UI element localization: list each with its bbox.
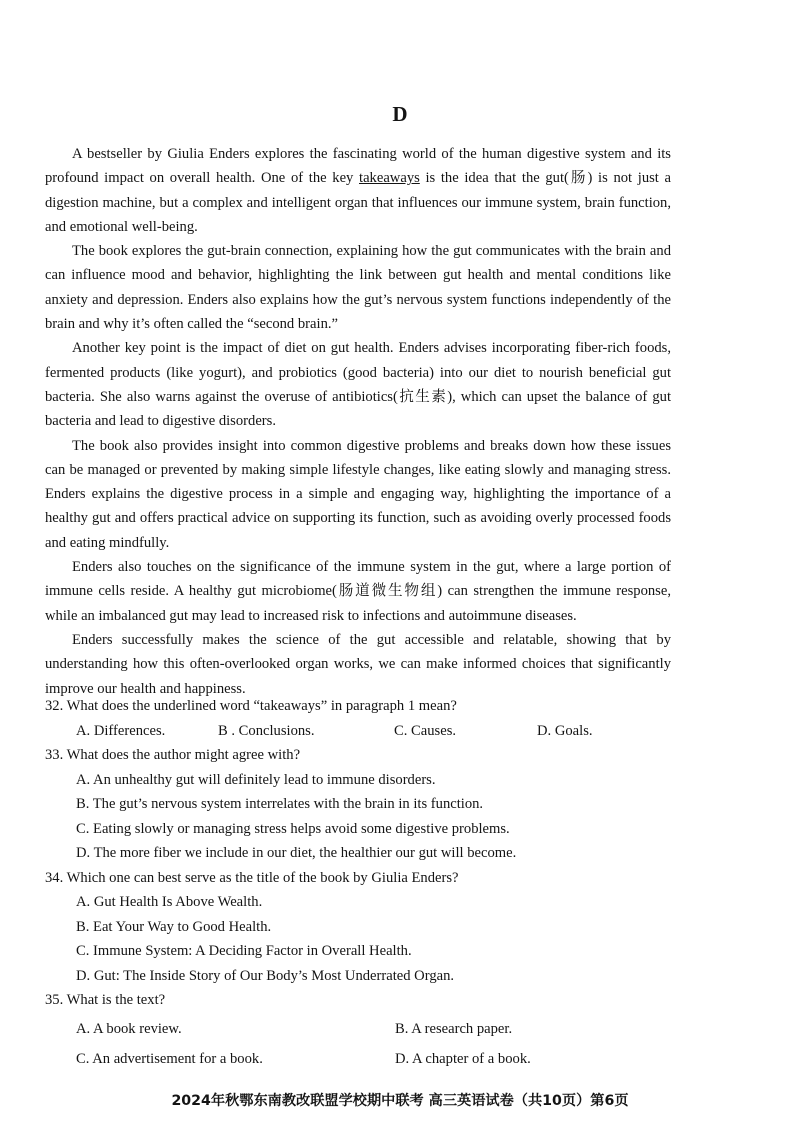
option-34-b: B. Eat Your Way to Good Health. (76, 918, 272, 935)
question-32-options (45, 719, 671, 744)
underlined-word: takeaways (359, 170, 420, 187)
paragraph-1 (45, 142, 671, 239)
option-34-d: D. Gut: The Inside Story of Our Body’s Most Underrated Organ. (76, 967, 455, 984)
question-35 (45, 988, 671, 1073)
option-32-b: B . Conclusions. (218, 722, 315, 739)
option-35-b: B. A research paper. (395, 1020, 513, 1037)
question-34-stem: 34. Which one can best serve as the title of the book by Giulia Enders? (45, 869, 459, 886)
option-35-d: D. A chapter of a book. (395, 1050, 531, 1067)
question-34 (45, 866, 671, 989)
option-34-c: C. Immune System: A Deciding Factor in Overall Health. (76, 943, 412, 959)
option-32-c: C. Causes. (394, 722, 457, 739)
question-32-stem: 32. What does the underlined word “takeaways” in paragraph 1 mean? (45, 698, 457, 714)
question-block (45, 694, 671, 1073)
option-35-c: C. An advertisement for a book. (76, 1050, 263, 1067)
paragraph-1-end: is the idea that the gut(肠) is not just a digestion machine, but a complex and intelligent organ that influences our immune system, brain function, and emotional well-being. (45, 170, 671, 235)
page-footer: 2024年秋鄂东南教改联盟学校期中联考 高三英语试卷（共10页）第6页 (171, 1093, 629, 1109)
option-33-d: D. The more fiber we include in our diet, the healthier our gut will become. (76, 845, 517, 861)
question-35-stem: 35. What is the text? (45, 992, 166, 1008)
option-33-a: A. An unhealthy gut will definitely lead to immune disorders. (76, 771, 436, 788)
paragraph-4: The book also provides insight into common digestive problems and breaks down how these issues can be managed or prevented by making simple lifestyle changes, like eating slowly and managing stress. Enders explains the digestive process in a simple and engaging way, highlighting the importance of a healthy gut and offers practical advice on supporting its function, such as avoiding overly processed foods and eating mindfully. (45, 437, 671, 551)
option-33-c: C. Eating slowly or managing stress helps avoid some digestive problems. (76, 820, 510, 837)
paragraph-3: Another key point is the impact of diet on gut health. Enders advises incorporating fiber-rich foods, fermented products (like yogurt), and probiotics (good bacteria) into our diet to nourish beneficial gut bacteria. She also warns against the overuse of antibiotics(抗生素), which can upset the balance of gut bacteria and lead to digestive disorders. (45, 340, 671, 430)
question-35-options-row-2 (45, 1047, 671, 1073)
paragraph-5: Enders also touches on the significance of the immune system in the gut, where a large portion of immune cells reside. A healthy gut microbiome(肠道微生物组) can strengthen the immune response, while an imbalanced gut may lead to increased risk to infections and autoimmune diseases. (45, 559, 671, 624)
option-35-a: A. A book review. (76, 1020, 182, 1037)
question-34-options (45, 890, 671, 988)
option-34-a: A. Gut Health Is Above Wealth. (76, 894, 263, 910)
question-32 (45, 694, 671, 743)
question-33-options (45, 768, 671, 866)
question-33 (45, 743, 671, 866)
paragraph-1-start: A bestseller by Giulia Enders explores the fascinating world of the human digestive system and its profound impact on overall health. One of the key (45, 146, 671, 187)
paragraph-6: Enders successfully makes the science of the gut accessible and relatable, showing that by understanding how this often-overlooked organ works, we can make informed choices that significantly improve our health and happiness. (45, 631, 671, 697)
option-32-d: D. Goals. (537, 722, 593, 739)
question-33-stem: 33. What does the author might agree with? (45, 747, 301, 763)
option-32-a: A. Differences. (76, 722, 166, 739)
reading-passage (45, 142, 671, 701)
paragraph-2: The book explores the gut-brain connection, explaining how the gut communicates with the brain and can influence mood and behavior, highlighting the link between gut health and mental conditions like anxiety and depression. Enders also explains how the gut’s nervous system functions independently of the brain and why it’s often called the “second brain.” (45, 243, 671, 333)
question-35-options-row-1 (45, 1017, 671, 1043)
option-33-b: B. The gut’s nervous system interrelates with the brain in its function. (76, 796, 484, 812)
section-heading: D (392, 102, 408, 126)
